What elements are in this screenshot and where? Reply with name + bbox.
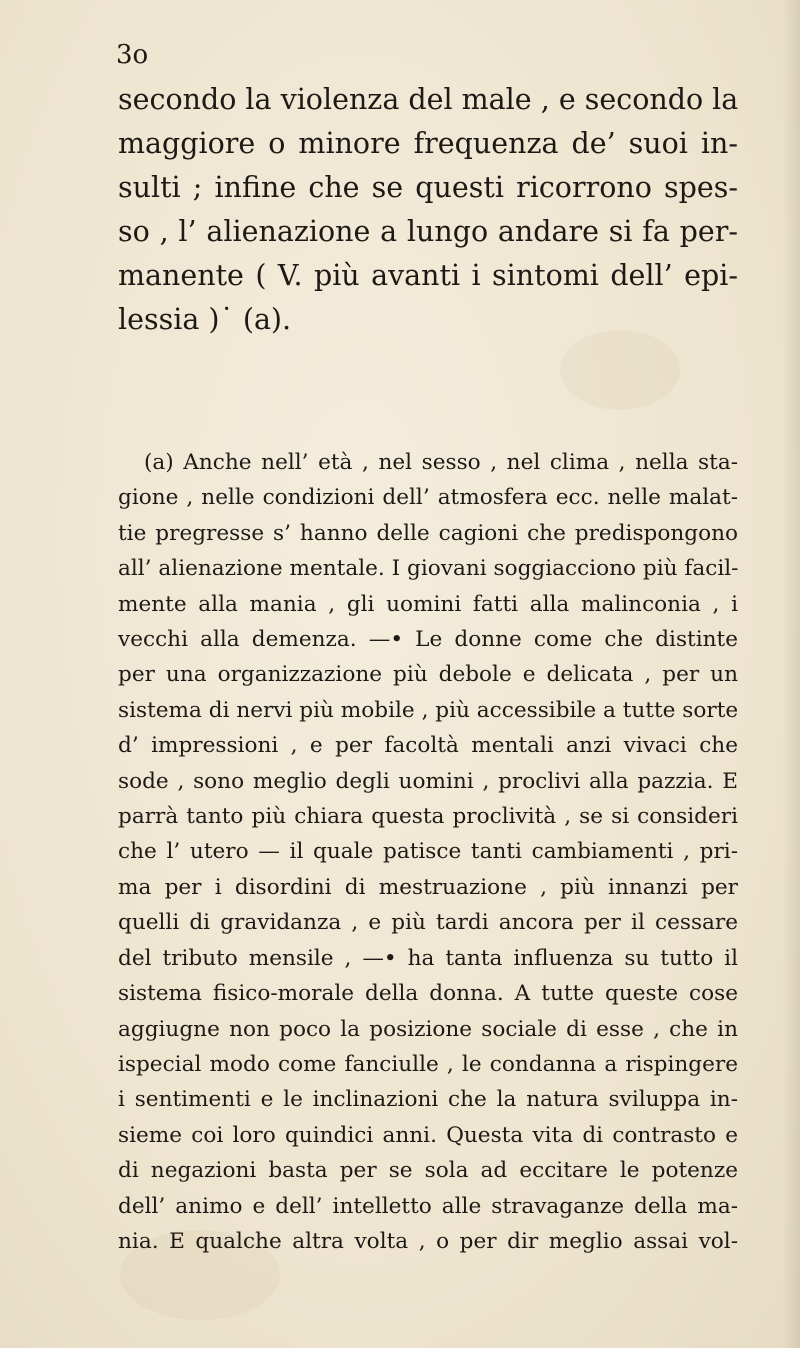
footnote-line: vecchi alla demenza. —• Le donne come che distinte bbox=[118, 627, 738, 653]
footnote-line: parrà tanto più chiara questa proclività , se si consideri bbox=[118, 804, 738, 830]
footnote-line: ma per i disordini di mestruazione , più innanzi per bbox=[118, 874, 738, 900]
footnote-line: i sentimenti e le inclinazioni che la natura sviluppa in- bbox=[118, 1087, 738, 1113]
footnote-line: sode , sono meglio degli uomini , proclivi alla pazzia. E bbox=[118, 768, 738, 794]
main-text-line: manente ( V. più avanti i sintomi dell’ epi- bbox=[118, 259, 738, 292]
footnote-line: tie pregresse s’ hanno delle cagioni che predispongono bbox=[118, 520, 738, 546]
footnote-line: nia. E qualche altra volta , o per dir meglio assai vol- bbox=[118, 1228, 738, 1254]
footnote-line: quelli di gravidanza , e più tardi ancora per il cessare bbox=[118, 910, 738, 936]
footnote-line: d’ impressioni , e per facoltà mentali anzi vivaci che bbox=[118, 733, 738, 759]
footnote-line: per una organizzazione più debole e delicata , per un bbox=[118, 662, 738, 688]
paper-stain bbox=[560, 330, 680, 410]
footnote-line: mente alla mania , gli uomini fatti alla malinconia , i bbox=[118, 591, 738, 617]
footnote-line: (a) Anche nell’ età , nel sesso , nel clima , nella sta- bbox=[144, 450, 738, 475]
main-text-line: sulti ; infine che se questi ricorrono spes- bbox=[118, 171, 738, 204]
footnote-line: dell’ animo e dell’ intelletto alle stravaganze della ma- bbox=[118, 1193, 738, 1219]
main-text-line: secondo la violenza del male , e secondo la bbox=[118, 83, 739, 116]
footnote-line: ispecial modo come fanciulle , le condanna a rispingere bbox=[118, 1051, 738, 1077]
footnote-line: di negazioni basta per se sola ad eccitare le potenze bbox=[118, 1158, 738, 1184]
page-edge bbox=[782, 0, 800, 1348]
page-number: 3o bbox=[116, 40, 149, 70]
footnote-line: aggiugne non poco la posizione sociale di esse , che in bbox=[118, 1016, 738, 1042]
main-text-line: lessia )˙ (a). bbox=[118, 303, 292, 336]
footnote bbox=[118, 445, 738, 1259]
footnote-line: all’ alienazione mentale. I giovani soggiacciono più facil- bbox=[118, 556, 739, 582]
footnote-line: sistema di nervi più mobile , più accessibile a tutte sorte bbox=[118, 697, 739, 723]
main-text bbox=[118, 78, 738, 342]
footnote-line: gione , nelle condizioni dell’ atmosfera ecc. nelle malat- bbox=[118, 485, 738, 511]
main-text-line: so , l’ alienazione a lungo andare si fa per- bbox=[118, 215, 738, 248]
footnote-line: che l’ utero — il quale patisce tanti cambiamenti , pri- bbox=[118, 839, 738, 865]
footnote-line: del tributo mensile , —• ha tanta influenza su tutto il bbox=[118, 945, 738, 971]
footnote-line: sieme coi loro quindici anni. Questa vita di contrasto e bbox=[118, 1122, 738, 1148]
footnote-line: sistema fisico-morale della donna. A tutte queste cose bbox=[118, 981, 738, 1007]
main-text-line: maggiore o minore frequenza de’ suoi in- bbox=[118, 127, 738, 160]
